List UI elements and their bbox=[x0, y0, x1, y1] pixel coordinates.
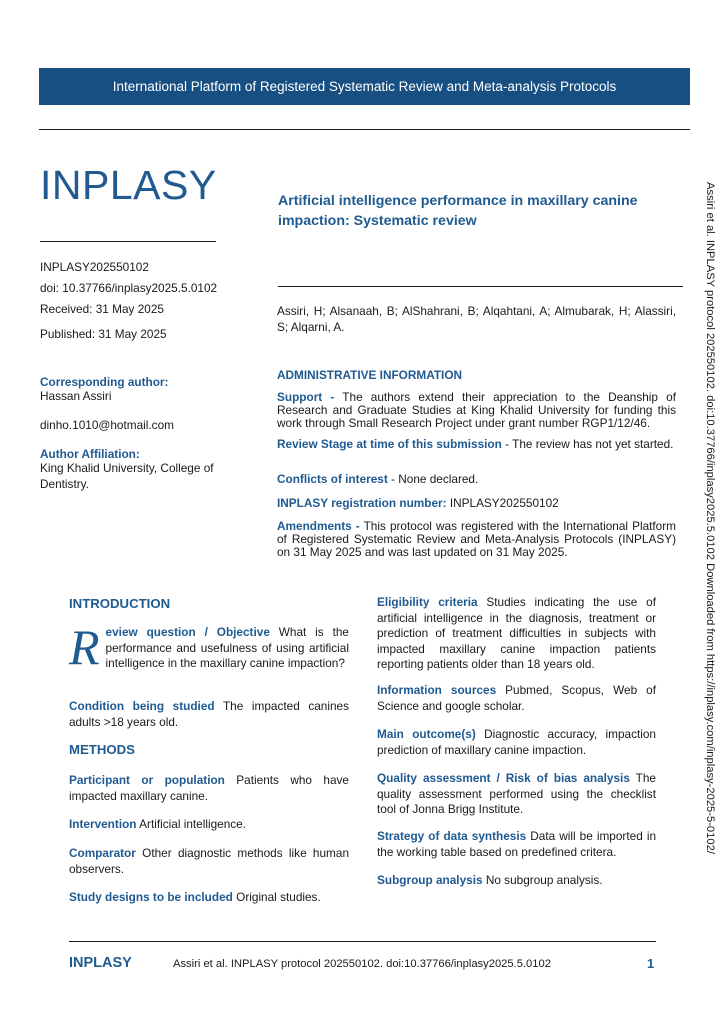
quality-assessment-paragraph bbox=[377, 771, 656, 818]
paper-title: Artificial intelligence performance in maxillary canine impaction: Systematic review bbox=[278, 193, 638, 229]
brand-logo: INPLASY bbox=[40, 162, 217, 208]
main-outcome-paragraph bbox=[377, 727, 656, 758]
left-body-column bbox=[69, 0, 349, 1024]
corresponding-author-name: Hassan Assiri bbox=[40, 389, 112, 403]
condition-label: Condition being studied bbox=[69, 699, 215, 713]
comparator-paragraph bbox=[69, 846, 349, 877]
received-date: Received: 31 May 2025 bbox=[40, 302, 164, 316]
footer-citation: Assiri et al. INPLASY protocol 202550102. doi:10.37766/inplasy2025.5.0102 bbox=[173, 958, 551, 970]
study-designs-text: Original studies. bbox=[232, 890, 321, 904]
review-stage-label: Review Stage at time of this submission bbox=[277, 437, 502, 451]
footer-brand: INPLASY bbox=[69, 955, 132, 971]
support-label: Support - bbox=[277, 390, 335, 404]
doi-link[interactable]: doi: 10.37766/inplasy2025.5.0102 bbox=[40, 281, 218, 295]
data-synthesis-text: Data will be imported in the working table based on predefined critera. bbox=[377, 829, 656, 859]
registration-label: INPLASY registration number: bbox=[277, 496, 447, 510]
quality-assessment-text: The quality assessment performed using the checklist tool of Jonna Brigg Institute. bbox=[377, 771, 656, 816]
review-question-paragraph bbox=[69, 619, 349, 675]
amendments-label: Amendments - bbox=[277, 519, 360, 533]
subgroup-label: Subgroup analysis bbox=[377, 873, 483, 887]
study-designs-label: Study designs to be included bbox=[69, 890, 233, 904]
side-citation-text[interactable]: Assiri et al. INPLASY protocol 202550102. doi:10.37766/inplasy2025.5.0102 Downloaded from https://inplasy.com/inplasy-2025-5-0102/ bbox=[704, 182, 716, 854]
information-sources-paragraph bbox=[377, 683, 656, 714]
conflicts-text: - None declared. bbox=[387, 472, 479, 486]
participant-text: Patients who have impacted maxillary canine. bbox=[69, 773, 349, 803]
information-sources-label: Information sources bbox=[377, 683, 497, 697]
eligibility-paragraph bbox=[377, 595, 656, 673]
data-synthesis-label: Strategy of data synthesis bbox=[377, 829, 527, 843]
intervention-paragraph bbox=[69, 817, 349, 833]
affiliation-label: Author Affiliation: bbox=[40, 447, 140, 461]
corresponding-author-label: Corresponding author: bbox=[40, 375, 169, 389]
methods-heading: METHODS bbox=[69, 742, 135, 757]
drop-cap: R bbox=[69, 619, 100, 675]
author-list: Assiri, H; Alsanaah, B; AlShahrani, B; Alqahtani, A; Almubarak, H; Alassiri, S; Alqarni, A. bbox=[277, 304, 676, 334]
information-sources-text: Pubmed, Scopus, Web of Science and google scholar. bbox=[377, 683, 656, 713]
registration-id: INPLASY202550102 bbox=[40, 260, 149, 274]
amendments-text: This protocol was registered with the International Platform of Registered Systematic Review and Meta-Analysis Protocols (INPLASY) on 31 May 2025 and was last updated on 31 May 2025. bbox=[277, 519, 676, 559]
review-question-text: What is the performance and usefulness of using artificial intelligence in the maxillary canine impaction? bbox=[105, 625, 349, 670]
subgroup-paragraph bbox=[377, 873, 656, 889]
affiliation-text: King Khalid University, College of Dentistry. bbox=[40, 461, 214, 491]
published-date: Published: 31 May 2025 bbox=[40, 327, 167, 341]
introduction-heading: INTRODUCTION bbox=[69, 596, 171, 611]
side-citation bbox=[702, 153, 718, 883]
data-synthesis-paragraph bbox=[377, 829, 656, 860]
study-designs-paragraph bbox=[69, 890, 349, 906]
comparator-label: Comparator bbox=[69, 846, 136, 860]
banner-text: International Platform of Registered Systematic Review and Meta-analysis Protocols bbox=[112, 79, 617, 94]
subgroup-text: No subgroup analysis. bbox=[482, 873, 603, 887]
main-outcome-text: Diagnostic accuracy, impaction prediction of maxillary canine impaction. bbox=[377, 727, 656, 757]
participant-paragraph bbox=[69, 773, 349, 804]
condition-paragraph bbox=[69, 699, 349, 730]
participant-label: Participant or population bbox=[69, 773, 225, 787]
intervention-label: Intervention bbox=[69, 817, 137, 831]
right-body-column bbox=[377, 0, 656, 1024]
admin-heading: ADMINISTRATIVE INFORMATION bbox=[277, 368, 463, 382]
conflicts-label: Conflicts of interest bbox=[277, 472, 388, 486]
footer-divider bbox=[69, 941, 656, 942]
condition-text: The impacted canines adults >18 years old. bbox=[69, 699, 349, 729]
review-question-label: eview question / Objective bbox=[105, 625, 270, 639]
quality-assessment-label: Quality assessment / Risk of bias analysis bbox=[377, 771, 630, 785]
page-number: 1 bbox=[647, 956, 655, 971]
eligibility-label: Eligibility criteria bbox=[377, 595, 478, 609]
review-stage-text: - The review has not yet started. bbox=[501, 437, 674, 451]
intervention-text: Artificial intelligence. bbox=[136, 817, 247, 831]
support-text: The authors extend their appreciation to the Deanship of Research and Graduate Studies at King Khalid University for funding this work through Small Research Project under grant number RGP1/12/46. bbox=[277, 390, 676, 430]
eligibility-text: Studies indicating the use of artificial intelligence in the diagnosis, treatment or prediction of treatment difficulties in subjects with impacted maxillary canine impaction patients reporting patients older than 18 years old. bbox=[377, 595, 656, 671]
comparator-text: Other diagnostic methods like human observers. bbox=[69, 846, 349, 876]
registration-number: INPLASY202550102 bbox=[446, 496, 559, 510]
main-outcome-label: Main outcome(s) bbox=[377, 727, 476, 741]
corresponding-author-email[interactable]: dinho.1010@hotmail.com bbox=[40, 418, 174, 432]
